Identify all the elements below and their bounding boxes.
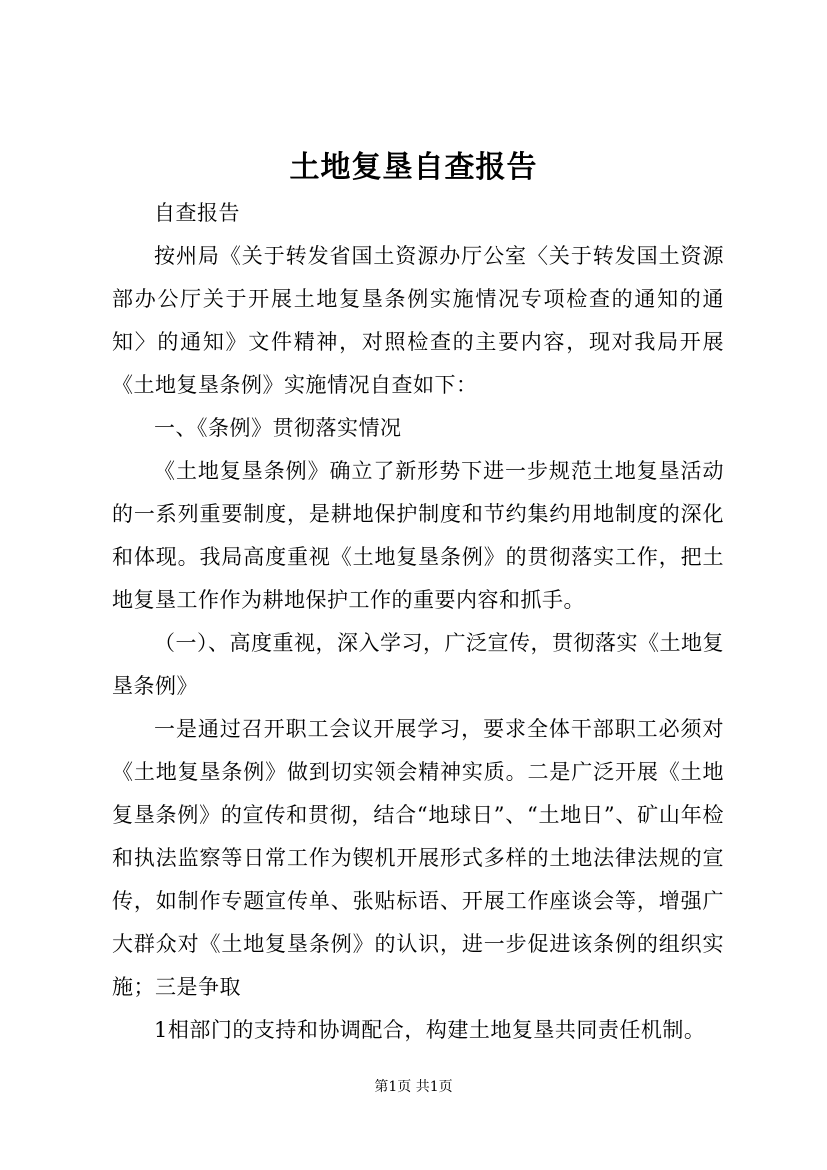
- paragraph-intro: 按州局《关于转发省国土资源办厅公室〈关于转发国土资源部办公厅关于开展土地复垦条例实施情况专项检查的通知的通知〉的通知》文件精神，对照检查的主要内容，现对我局开展《土地复垦条例》实施情况自查如下：: [112, 244, 724, 397]
- paragraph-continuation: 1相部门的支持和协调配合，构建土地复垦共同责任机制。: [154, 1018, 706, 1042]
- paragraph-section-1: 《土地复垦条例》确立了新形势下进一步规范土地复垦活动的一系列重要制度，是耕地保护制度和节约集约用地制度的深化和体现。我局高度重视《土地复垦条例》的贯彻落实工作，把土地复垦工作作为耕地保护工作的重要内容和抓手。: [112, 459, 724, 612]
- section-heading-1: 一、《条例》贯彻落实情况: [154, 416, 402, 440]
- paragraph-subtitle: 自查报告: [154, 201, 240, 225]
- document-body: [112, 192, 724, 1052]
- page-footer: 第1页 共1页: [374, 1079, 453, 1095]
- subsection-heading-1: （一）、高度重视，深入学习，广泛宣传，贯彻落实《土地复垦条例》: [112, 631, 724, 698]
- paragraph-subsection-1: 一是通过召开职工会议开展学习，要求全体干部职工必须对《土地复垦条例》做到切实领会精神实质。二是广泛开展《土地复垦条例》的宣传和贯彻，结合“地球日”、“土地日”、矿山年检和执法监察等日常工作为锲机开展形式多样的土地法律法规的宣传，如制作专题宣传单、张贴标语、开展工作座谈会等，增强广大群众对《土地复垦条例》的认识，进一步促进该条例的组织实施；三是争取: [112, 717, 724, 999]
- document-title: 土地复垦自查报告: [289, 150, 538, 185]
